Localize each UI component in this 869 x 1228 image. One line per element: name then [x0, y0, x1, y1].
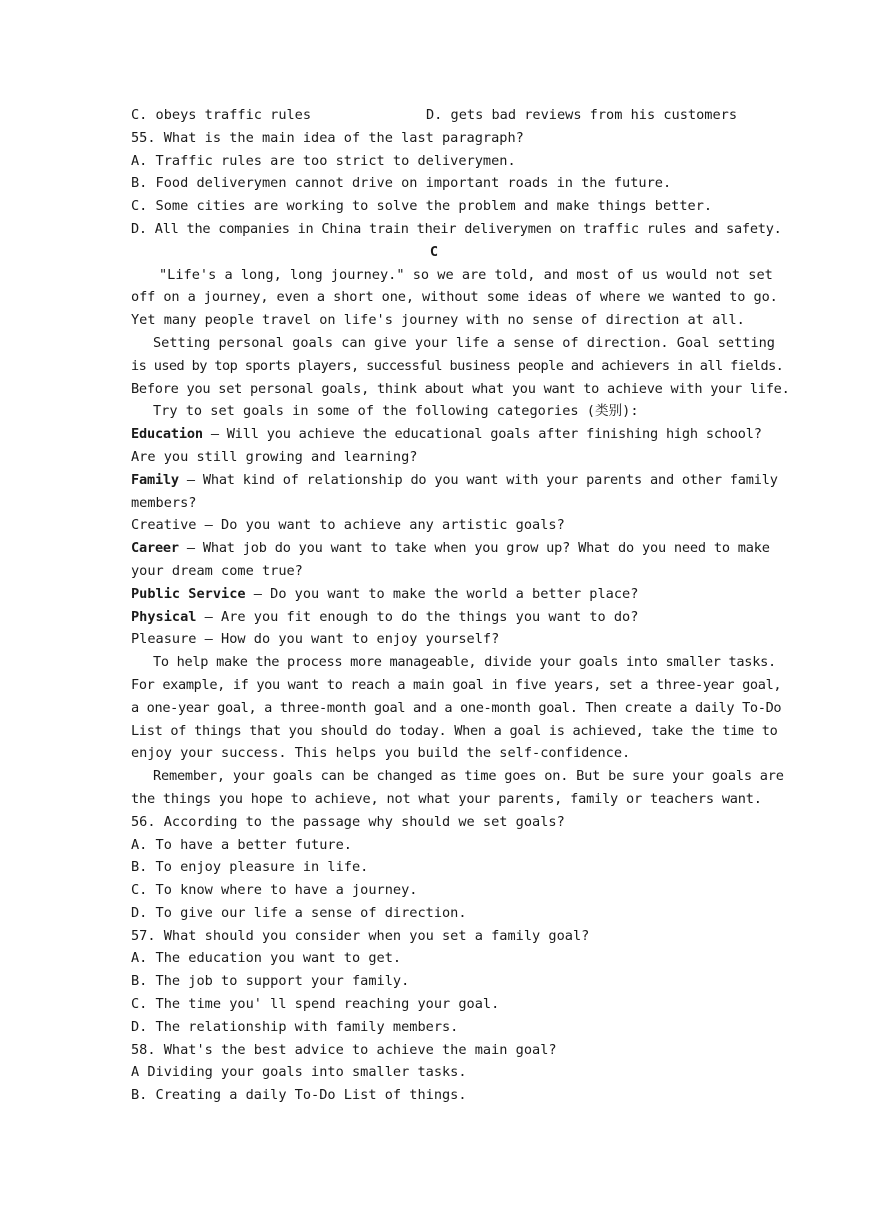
category-career-cont: your dream come true? — [131, 562, 303, 579]
category-creative-text: — Do you want to achieve any artistic goals? — [196, 517, 565, 534]
question-55-stem: 55. What is the main idea of the last paragraph? — [131, 129, 524, 146]
question-57-option-b: B. The job to support your family. — [131, 973, 410, 990]
option-c: C. obeys traffic rules — [131, 107, 312, 123]
category-pleasure — [131, 628, 737, 651]
category-public-service-name: Public Service — [131, 585, 246, 602]
question-58-option-b: B. Creating a daily To-Do List of things. — [131, 1087, 467, 1104]
category-education-cont: Are you still growing and learning? — [131, 448, 418, 465]
category-family — [131, 469, 778, 492]
question-57-option-a: A. The education you want to get. — [131, 950, 402, 967]
category-career — [131, 537, 770, 560]
option-d: D. gets bad reviews from his customers — [426, 107, 737, 123]
category-career-name: Career — [131, 540, 179, 557]
category-education-name: Education — [131, 426, 203, 443]
category-creative-name: Creative — [131, 517, 197, 534]
category-pleasure-text: — How do you want to enjoy yourself? — [196, 631, 500, 648]
para4-line5: enjoy your success. This helps you build the self-confidence. — [131, 745, 631, 762]
para5-line1: Remember, your goals can be changed as time goes on. But be sure your goals are — [153, 768, 784, 785]
question-56-option-c: C. To know where to have a journey. — [131, 882, 418, 899]
category-education-text: — Will you achieve the educational goals after finishing high school? — [202, 426, 762, 443]
page-content — [131, 104, 790, 1107]
category-physical-name: Physical — [131, 608, 197, 625]
category-physical-text: — Are you fit enough to do the things you want to do? — [196, 608, 639, 625]
question-55-option-b: B. Food deliverymen cannot drive on important roads in the future. — [131, 175, 672, 192]
question-56-stem: 56. According to the passage why should we set goals? — [131, 813, 565, 830]
para4-line2: For example, if you want to reach a main goal in five years, set a three-year goal, — [131, 676, 782, 693]
category-family-cont: members? — [131, 494, 197, 511]
category-family-name: Family — [131, 471, 179, 488]
para3: Try to set goals in some of the following categories (类别): — [153, 403, 639, 420]
para1-line3: Yet many people travel on life's journey with no sense of direction at all. — [131, 312, 745, 329]
para2-line2: is used by top sports players, successful business people and achievers in all fields. — [131, 357, 784, 374]
category-public-service — [131, 583, 737, 606]
question-57-option-d: D. The relationship with family members. — [131, 1018, 459, 1035]
category-creative — [131, 514, 737, 537]
category-pleasure-name: Pleasure — [131, 631, 197, 648]
category-family-text: — What kind of relationship do you want with your parents and other family — [178, 471, 778, 488]
para4-line4: List of things that you should do today. When a goal is achieved, take the time to — [131, 722, 778, 739]
para4-line3: a one-year goal, a three-month goal and a one-month goal. Then create a daily To-Do — [131, 699, 782, 716]
category-education — [131, 423, 762, 446]
para1-line1: "Life's a long, long journey." so we are told, and most of us would not set — [159, 266, 773, 283]
para4-line1: To help make the process more manageable, divide your goals into smaller tasks. — [153, 654, 776, 671]
category-public-service-text: — Do you want to make the world a better place? — [245, 585, 639, 602]
para5-line2: the things you hope to achieve, not what your parents, family or teachers want. — [131, 790, 762, 807]
question-55-option-a: A. Traffic rules are too strict to deliverymen. — [131, 152, 516, 169]
question-56-option-d: D. To give our life a sense of direction. — [131, 904, 467, 921]
question-56-option-b: B. To enjoy pleasure in life. — [131, 859, 369, 876]
prev-question-options — [131, 104, 737, 127]
section-heading: C — [429, 243, 439, 260]
question-55-option-c: C. Some cities are working to solve the problem and make things better. — [131, 198, 713, 215]
question-58-option-a: A Dividing your goals into smaller tasks. — [131, 1064, 467, 1081]
question-58-stem: 58. What's the best advice to achieve the main goal? — [131, 1041, 557, 1058]
question-57-option-c: C. The time you' ll spend reaching your goal. — [131, 996, 500, 1013]
category-physical — [131, 606, 737, 629]
category-career-text: — What job do you want to take when you grow up? What do you need to make — [178, 540, 770, 557]
question-56-option-a: A. To have a better future. — [131, 836, 352, 853]
para1-line2: off on a journey, even a short one, without some ideas of where we wanted to go. — [131, 289, 778, 306]
para2-line1: Setting personal goals can give your life a sense of direction. Goal setting — [153, 334, 775, 351]
question-57-stem: 57. What should you consider when you set a family goal? — [131, 927, 590, 944]
para2-line3: Before you set personal goals, think about what you want to achieve with your life. — [131, 380, 790, 397]
question-55-option-d: D. All the companies in China train their deliverymen on traffic rules and safety. — [131, 220, 782, 237]
